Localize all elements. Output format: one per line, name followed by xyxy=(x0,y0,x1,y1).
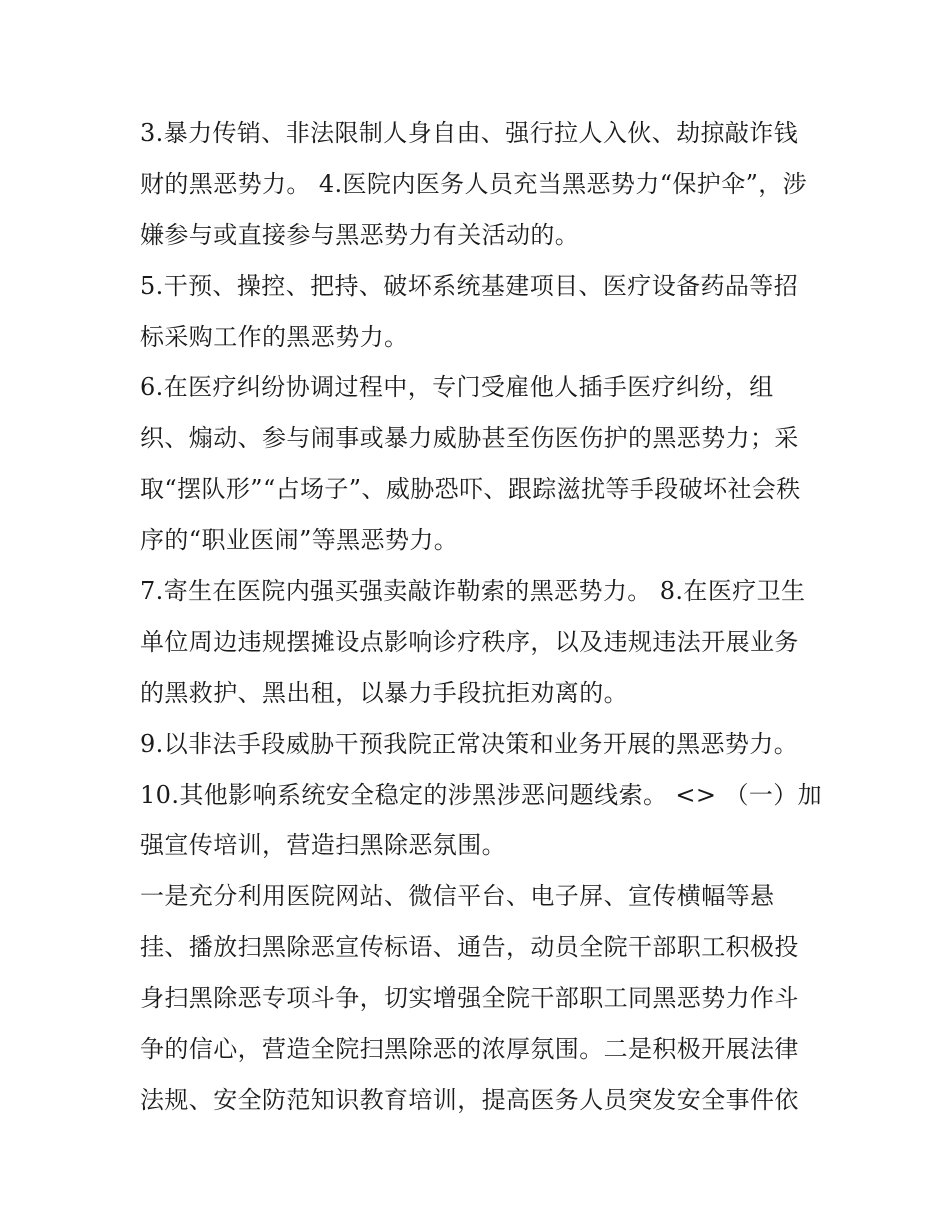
text-line: 10.其他影响系统安全稳定的涉黑涉恶问题线索。 <> （一）加 xyxy=(140,780,823,809)
text-line: 标采购工作的黑恶势力。 xyxy=(140,322,409,351)
text-line: 的黑救护、黑出租，以暴力手段抗拒劝离的。 xyxy=(140,678,628,707)
text-line: 单位周边违规摆摊设点影响诊疗秩序，以及违规违法开展业务 xyxy=(140,627,799,656)
text-line: 序的“职业医闹”等黑恶势力。 xyxy=(140,526,459,555)
text-line: 6.在医疗纠纷协调过程中，专门受雇他人插手医疗纠纷，组 xyxy=(140,373,774,402)
text-line: 一是充分利用医院网站、微信平台、电子屏、宣传横幅等悬 xyxy=(140,882,775,911)
text-line: 9.以非法手段威胁干预我院正常决策和业务开展的黑恶势力。 xyxy=(140,729,799,758)
text-line: 身扫黑除恶专项斗争，切实增强全院干部职工同黑恶势力作斗 xyxy=(140,984,799,1013)
text-line: 7.寄生在医院内强买强卖敲诈勒索的黑恶势力。 8.在医疗卫生 xyxy=(140,577,806,606)
text-line: 挂、播放扫黑除恶宣传标语、通告，动员全院干部职工积极投 xyxy=(140,933,799,962)
document-body xyxy=(140,108,823,1126)
text-line: 财的黑恶势力。 4.医院内医务人员充当黑恶势力“保护伞”，涉 xyxy=(140,169,808,198)
text-line: 强宣传培训，营造扫黑除恶氛围。 xyxy=(140,831,506,860)
text-line: 3.暴力传销、非法限制人身自由、强行拉人入伙、劫掠敲诈钱 xyxy=(140,119,799,147)
text-line: 织、煽动、参与闹事或暴力威胁甚至伤医伤护的黑恶势力；采 xyxy=(140,424,799,453)
text-line: 争的信心，营造全院扫黑除恶的浓厚氛围。二是积极开展法律 xyxy=(140,1035,799,1064)
text-line: 嫌参与或直接参与黑恶势力有关活动的。 xyxy=(140,220,580,249)
text-line: 5.干预、操控、把持、破坏系统基建项目、医疗设备药品等招 xyxy=(140,271,799,300)
text-line: 取“摆队形”“占场子”、威胁恐吓、跟踪滋扰等手段破坏社会秩 xyxy=(140,475,801,504)
text-line: 法规、安全防范知识教育培训，提高医务人员突发安全事件依 xyxy=(140,1085,799,1114)
